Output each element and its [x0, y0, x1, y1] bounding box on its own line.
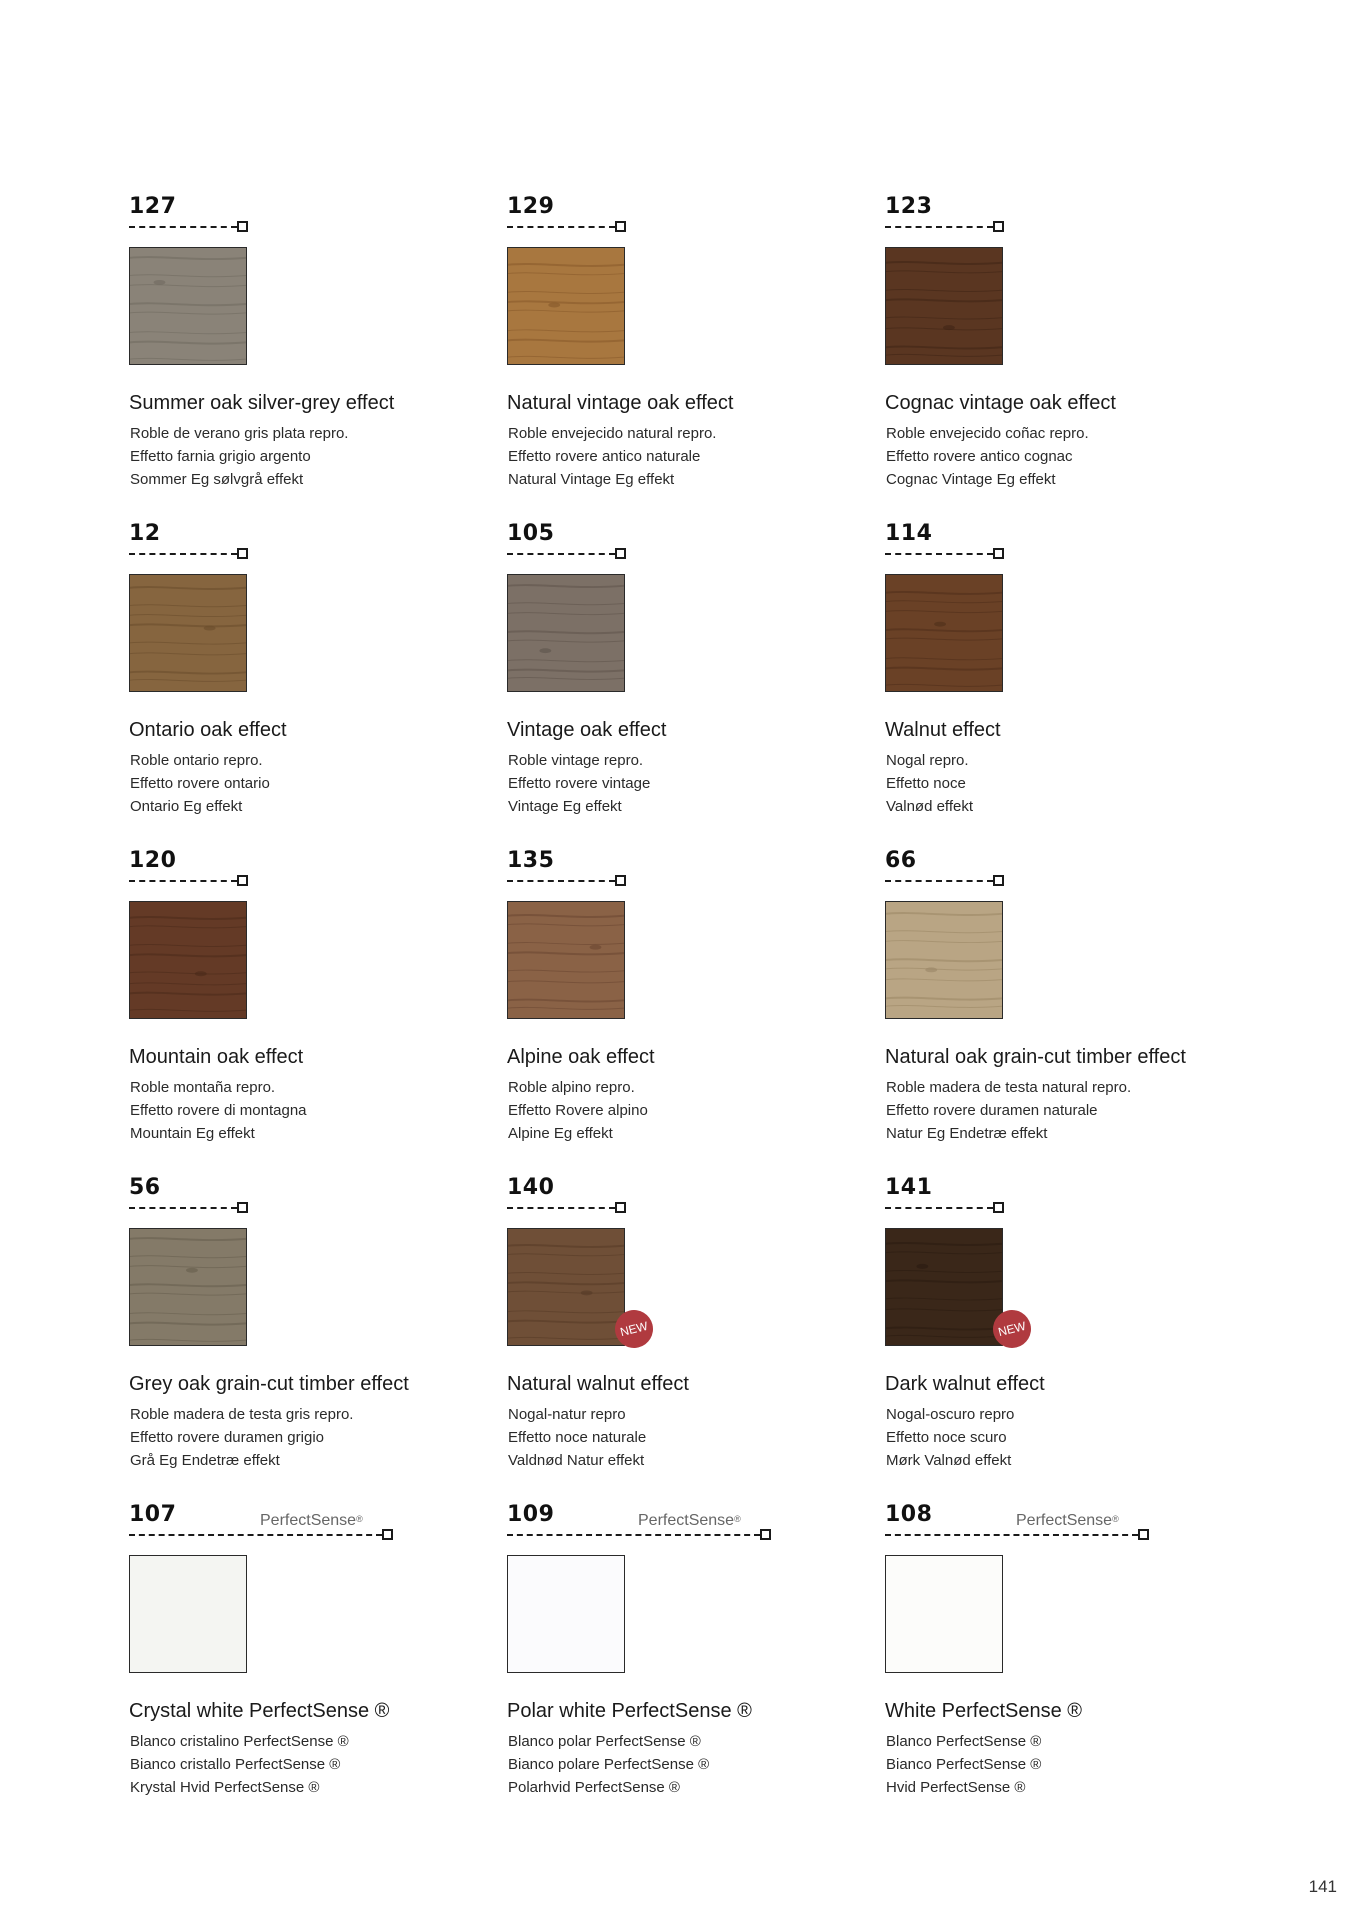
swatch-translation: Blanco PerfectSense ®: [886, 1733, 1042, 1750]
dashed-rule: [507, 1207, 615, 1209]
swatch-title: Natural oak grain-cut timber effect: [885, 1046, 1186, 1068]
rule-end-square-icon: [237, 1202, 248, 1213]
swatch-title: White PerfectSense ®: [885, 1700, 1083, 1722]
material-swatch: [885, 1228, 1003, 1346]
swatch-translation: Roble envejecido natural repro.: [508, 425, 717, 442]
swatch-title: Polar white PerfectSense ®: [507, 1700, 752, 1722]
swatch-translation: Mørk Valnød effekt: [886, 1452, 1012, 1469]
swatch-translation: Bianco cristallo PerfectSense ®: [130, 1756, 341, 1773]
dashed-rule: [129, 553, 237, 555]
swatch-code: 141: [885, 1175, 933, 1200]
swatch-translation: Effetto noce naturale: [508, 1429, 647, 1446]
swatch-code: 123: [885, 194, 933, 219]
swatch-title: Alpine oak effect: [507, 1046, 655, 1068]
swatch-code: 12: [129, 521, 161, 546]
swatch-translation: Roble madera de testa natural repro.: [886, 1079, 1132, 1096]
new-badge: NEW: [611, 1306, 657, 1352]
swatch-translation: Effetto rovere ontario: [130, 775, 270, 792]
material-swatch: [129, 247, 247, 365]
page-number: 141: [1308, 1877, 1337, 1896]
swatch-translation: Effetto noce: [886, 775, 966, 792]
swatch-title: Vintage oak effect: [507, 719, 667, 741]
rule-end-square-icon: [615, 875, 626, 886]
perfectsense-label: PerfectSense®: [638, 1512, 741, 1529]
dashed-rule: [885, 553, 993, 555]
swatch-title: Natural vintage oak effect: [507, 392, 734, 414]
swatch-code: 127: [129, 194, 177, 219]
swatch-translation: Effetto Rovere alpino: [508, 1102, 648, 1119]
dashed-rule: [129, 226, 237, 228]
rule-end-square-icon: [993, 221, 1004, 232]
swatch-translation: Hvid PerfectSense ®: [886, 1779, 1026, 1796]
rule-end-square-icon: [237, 548, 248, 559]
swatch-code: 109: [507, 1502, 555, 1527]
new-badge: NEW: [989, 1306, 1035, 1352]
swatch-code: 114: [885, 521, 933, 546]
material-swatch: [885, 901, 1003, 1019]
material-swatch: [507, 247, 625, 365]
swatch-title: Mountain oak effect: [129, 1046, 304, 1068]
swatch-translation: Effetto rovere antico cognac: [886, 448, 1073, 465]
swatch-translation: Krystal Hvid PerfectSense ®: [130, 1779, 320, 1796]
swatch-card: [507, 1502, 885, 1829]
material-swatch: [507, 1228, 625, 1346]
material-swatch: [885, 1555, 1003, 1673]
swatch-translation: Alpine Eg effekt: [508, 1125, 613, 1142]
rule-end-square-icon: [237, 875, 248, 886]
swatch-translation: Nogal-oscuro repro: [886, 1406, 1015, 1423]
dashed-rule: [129, 1534, 382, 1536]
swatch-translation: Blanco cristalino PerfectSense ®: [130, 1733, 349, 1750]
swatch-card: [885, 1502, 1263, 1829]
swatch-title: Natural walnut effect: [507, 1373, 689, 1395]
dashed-rule: [885, 1534, 1138, 1536]
swatch-translation: Ontario Eg effekt: [130, 798, 243, 815]
rule-end-square-icon: [760, 1529, 771, 1540]
swatch-translation: Vintage Eg effekt: [508, 798, 622, 815]
swatch-code: 66: [885, 848, 917, 873]
rule-end-square-icon: [237, 221, 248, 232]
swatch-code: 135: [507, 848, 555, 873]
swatch-code: 129: [507, 194, 555, 219]
material-swatch: [507, 1555, 625, 1673]
swatch-translation: Natural Vintage Eg effekt: [508, 471, 675, 488]
rule-end-square-icon: [993, 875, 1004, 886]
swatch-title: Summer oak silver-grey effect: [129, 392, 395, 414]
swatch-translation: Effetto rovere vintage: [508, 775, 651, 792]
swatch-translation: Sommer Eg sølvgrå effekt: [130, 471, 304, 488]
swatch-title: Cognac vintage oak effect: [885, 392, 1116, 414]
swatch-card: [129, 848, 507, 1175]
swatch-title: Walnut effect: [885, 719, 1001, 741]
material-swatch: [129, 901, 247, 1019]
swatch-card: [885, 521, 1263, 848]
rule-end-square-icon: [382, 1529, 393, 1540]
swatch-translation: Effetto rovere duramen grigio: [130, 1429, 324, 1446]
perfectsense-label: PerfectSense®: [260, 1512, 363, 1529]
swatch-translation: Polarhvid PerfectSense ®: [508, 1779, 680, 1796]
rule-end-square-icon: [615, 1202, 626, 1213]
dashed-rule: [885, 1207, 993, 1209]
swatch-card: [885, 1175, 1263, 1502]
swatch-translation: Effetto rovere duramen naturale: [886, 1102, 1098, 1119]
swatch-translation: Nogal-natur repro: [508, 1406, 626, 1423]
swatch-translation: Roble de verano gris plata repro.: [130, 425, 349, 442]
swatch-translation: Bianco polare PerfectSense ®: [508, 1756, 710, 1773]
swatch-translation: Effetto rovere antico naturale: [508, 448, 701, 465]
swatch-translation: Roble madera de testa gris repro.: [130, 1406, 354, 1423]
swatch-code: 120: [129, 848, 177, 873]
swatch-code: 108: [885, 1502, 933, 1527]
swatch-code: 107: [129, 1502, 177, 1527]
swatch-translation: Nogal repro.: [886, 752, 969, 769]
rule-end-square-icon: [993, 548, 1004, 559]
material-swatch: [885, 247, 1003, 365]
dashed-rule: [129, 1207, 237, 1209]
swatch-translation: Valnød effekt: [886, 798, 973, 815]
swatch-code: 56: [129, 1175, 161, 1200]
rule-end-square-icon: [615, 221, 626, 232]
swatch-translation: Effetto farnia grigio argento: [130, 448, 311, 465]
swatch-title: Crystal white PerfectSense ®: [129, 1700, 390, 1722]
swatch-card: [129, 194, 507, 521]
material-swatch: [507, 574, 625, 692]
swatch-translation: Bianco PerfectSense ®: [886, 1756, 1042, 1773]
material-swatch: [129, 574, 247, 692]
swatch-card: [129, 521, 507, 848]
material-swatch: [129, 1228, 247, 1346]
swatch-code: 105: [507, 521, 555, 546]
swatch-translation: Grå Eg Endetræ effekt: [130, 1452, 280, 1469]
dashed-rule: [507, 880, 615, 882]
swatch-translation: Natur Eg Endetræ effekt: [886, 1125, 1048, 1142]
swatch-translation: Roble envejecido coñac repro.: [886, 425, 1089, 442]
rule-end-square-icon: [1138, 1529, 1149, 1540]
swatch-code: 140: [507, 1175, 555, 1200]
swatch-translation: Blanco polar PerfectSense ®: [508, 1733, 701, 1750]
dashed-rule: [129, 880, 237, 882]
rule-end-square-icon: [993, 1202, 1004, 1213]
swatch-title: Grey oak grain-cut timber effect: [129, 1373, 409, 1395]
dashed-rule: [507, 226, 615, 228]
material-swatch: [129, 1555, 247, 1673]
swatch-title: Ontario oak effect: [129, 719, 287, 741]
swatch-translation: Roble alpino repro.: [508, 1079, 635, 1096]
swatch-card: [885, 848, 1263, 1175]
swatch-translation: Valdnød Natur effekt: [508, 1452, 645, 1469]
swatch-card: [129, 1502, 507, 1829]
swatch-card: [507, 1175, 885, 1502]
swatch-translation: Roble ontario repro.: [130, 752, 263, 769]
material-swatch: [507, 901, 625, 1019]
swatch-card: [129, 1175, 507, 1502]
swatch-card: [507, 194, 885, 521]
swatch-translation: Roble montaña repro.: [130, 1079, 276, 1096]
swatch-translation: Roble vintage repro.: [508, 752, 644, 769]
dashed-rule: [885, 226, 993, 228]
swatch-translation: Cognac Vintage Eg effekt: [886, 471, 1056, 488]
material-swatch: [885, 574, 1003, 692]
swatch-title: Dark walnut effect: [885, 1373, 1045, 1395]
perfectsense-label: PerfectSense®: [1016, 1512, 1119, 1529]
swatch-translation: Effetto rovere di montagna: [130, 1102, 307, 1119]
rule-end-square-icon: [615, 548, 626, 559]
swatch-translation: Mountain Eg effekt: [130, 1125, 255, 1142]
dashed-rule: [507, 1534, 760, 1536]
swatch-translation: Effetto noce scuro: [886, 1429, 1007, 1446]
dashed-rule: [507, 553, 615, 555]
swatch-card: [507, 848, 885, 1175]
swatch-card: [507, 521, 885, 848]
swatch-grid: [129, 194, 1263, 1829]
swatch-card: [885, 194, 1263, 521]
dashed-rule: [885, 880, 993, 882]
